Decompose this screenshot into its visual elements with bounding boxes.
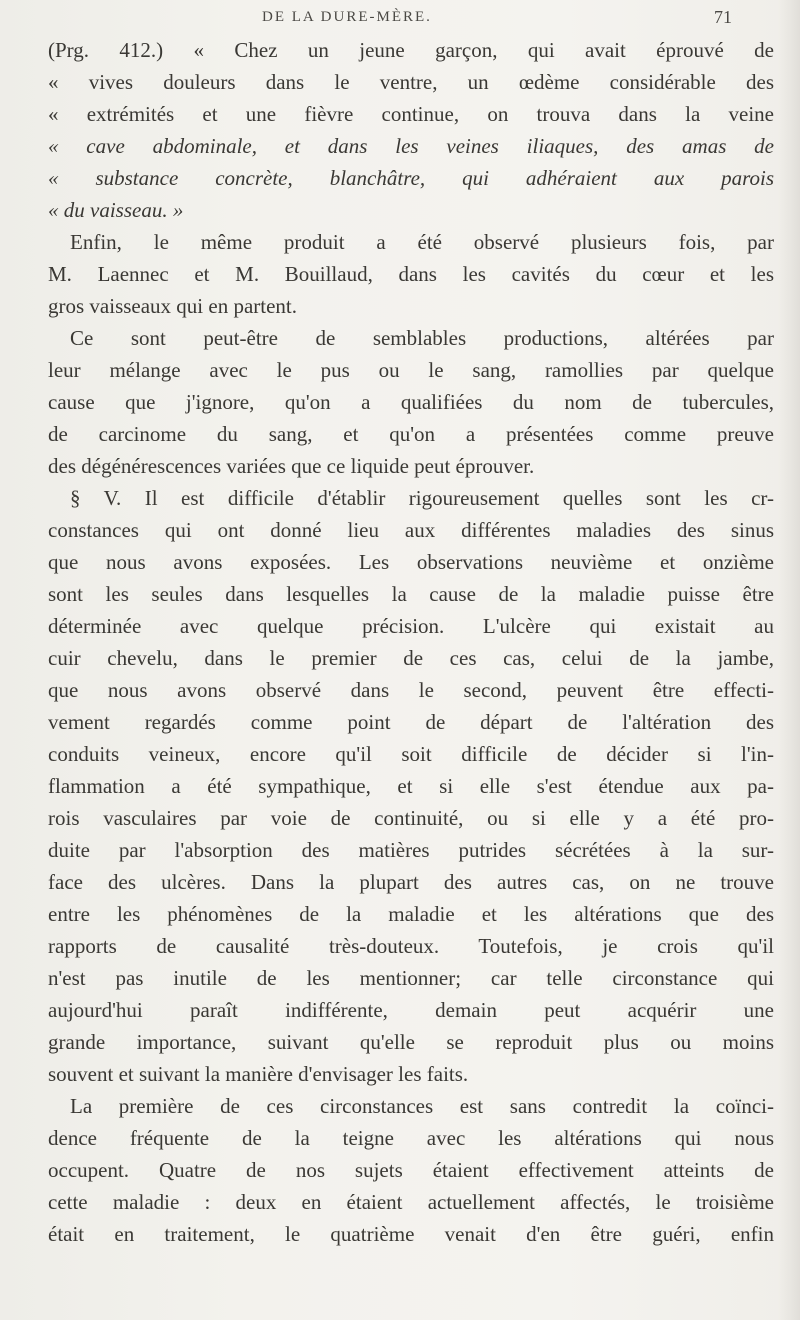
text-line: vement regardés comme point de départ de l'altération des [48,710,774,734]
text-line: grande importance, suivant qu'elle se reproduit plus ou moins [48,1030,774,1054]
text-line: « substance concrète, blanchâtre, qui adhéraient aux parois [48,166,774,190]
page-edge-shadow [778,0,800,1320]
paragraph-start-line: Enfin, le même produit a été observé plusieurs fois, par [70,230,774,254]
text-line: n'est pas inutile de les mentionner; car telle circonstance qui [48,966,774,990]
page-header [92,8,732,36]
text-line: aujourd'hui paraît indifférente, demain peut acquérir une [48,998,774,1022]
text-line: cause que j'ignore, qu'on a qualifiées du nom de tubercules, [48,390,774,414]
page-body [48,34,774,1304]
text-line: entre les phénomènes de la maladie et les altérations que des [48,902,774,926]
text-line: de carcinome du sang, et qu'on a présentées comme preuve [48,422,774,446]
text-line: des dégénérescences variées que ce liquide peut éprouver. [48,454,535,478]
text-line: face des ulcères. Dans la plupart des autres cas, on ne trouve [48,870,774,894]
text-line: « extrémités et une fièvre continue, on trouva dans la veine [48,102,774,126]
text-line: déterminée avec quelque précision. L'ulcère qui existait au [48,614,774,638]
text-line: (Prg. 412.) « Chez un jeune garçon, qui avait éprouvé de [48,38,774,62]
text-line: que nous avons observé dans le second, peuvent être effecti- [48,678,774,702]
paragraph-start-line: La première de ces circonstances est sans contredit la coïnci- [70,1094,774,1118]
text-line: M. Laennec et M. Bouillaud, dans les cavités du cœur et les [48,262,774,286]
text-line: cuir chevelu, dans le premier de ces cas, celui de la jambe, [48,646,774,670]
text-line: « du vaisseau. » [48,198,184,222]
text-line: « cave abdominale, et dans les veines iliaques, des amas de [48,134,774,158]
text-line: duite par l'absorption des matières putrides sécrétées à la sur- [48,838,774,862]
text-line: occupent. Quatre de nos sujets étaient effectivement atteints de [48,1158,774,1182]
text-line: souvent et suivant la manière d'envisager les faits. [48,1062,469,1086]
text-line: flammation a été sympathique, et si elle s'est étendue aux pa- [48,774,774,798]
text-line: que nous avons exposées. Les observations neuvième et onzième [48,550,774,574]
text-line: constances qui ont donné lieu aux différentes maladies des sinus [48,518,774,542]
text-line: rois vasculaires par voie de continuité, ou si elle y a été pro- [48,806,774,830]
paragraph-start-line: Ce sont peut-être de semblables productions, altérées par [70,326,774,350]
running-title: DE LA DURE-MÈRE. [262,9,432,25]
text-line: rapports de causalité très-douteux. Toutefois, je crois qu'il [48,934,774,958]
text-line: sont les seules dans lesquelles la cause de la maladie puisse être [48,582,774,606]
text-line: était en traitement, le quatrième venait d'en être guéri, enfin [48,1222,774,1246]
text-line: gros vaisseaux qui en partent. [48,294,298,318]
text-line: « vives douleurs dans le ventre, un œdème considérable des [48,70,774,94]
text-line: cette maladie : deux en étaient actuellement affectés, le troisième [48,1190,774,1214]
text-line: dence fréquente de la teigne avec les altérations qui nous [48,1126,774,1150]
page-number: 71 [714,7,732,27]
text-line: conduits veineux, encore qu'il soit difficile de décider si l'in- [48,742,774,766]
section-paragraph-start-line: § V. Il est difficile d'établir rigoureusement quelles sont les cr- [70,486,774,510]
text-line: leur mélange avec le pus ou le sang, ramollies par quelque [48,358,774,382]
